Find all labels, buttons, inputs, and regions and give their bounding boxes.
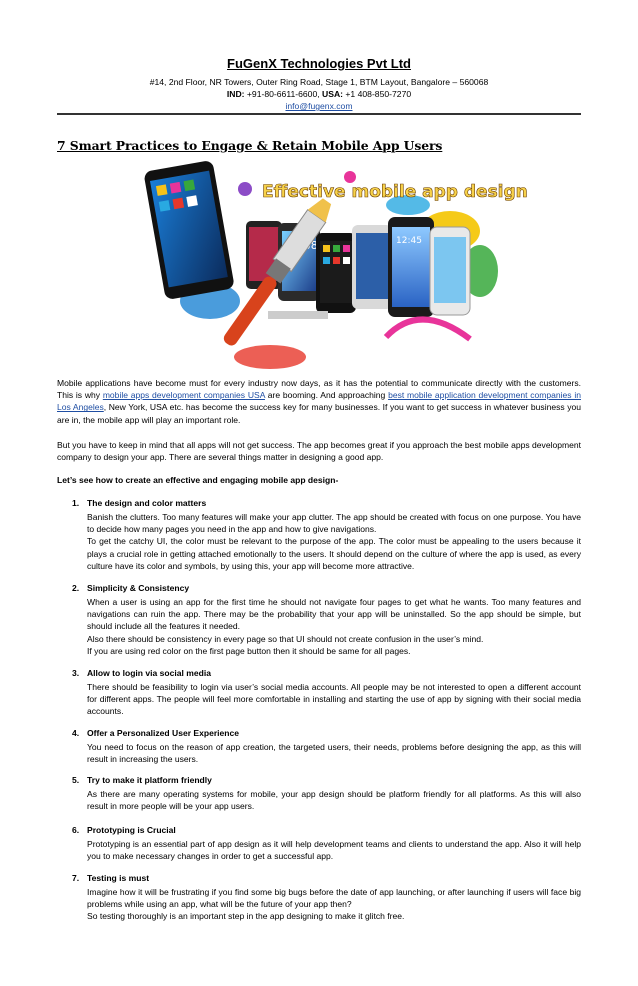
section-body — [87, 838, 581, 862]
intro-paragraph-1 — [57, 377, 581, 426]
section-lead: Let’s see how to create an effective and engaging mobile app design- — [57, 475, 339, 485]
section-title: Simplicity & Consistency — [87, 583, 190, 593]
section-paragraph: As there are many operating systems for mobile, your app design should be platform friendly for all platforms. As this will also result in more people will be your app users. — [87, 789, 581, 812]
section-paragraph: Imagine how it will be frustrating if you find some big bugs before the date of app launching, or after launching if users will face big problems while using an app, what will be the future of your app then? — [87, 887, 581, 910]
section-paragraph: So testing thoroughly is an important step in the app designing to make it glitch free. — [87, 911, 405, 922]
section-paragraph: You need to focus on the reason of app creation, the targeted users, their needs, problems before designing the app, as this will result in increasing the users. — [87, 742, 581, 765]
section-body — [87, 596, 581, 657]
hero-image — [150, 161, 528, 369]
section-paragraph: There should be feasibility to login via user’s social media accounts. All people may be not interested to open a different account for different apps. The people will feel more comfortable in installing and starting the use of app by signing with their social media accounts. — [87, 682, 581, 717]
link-best-mobile-la[interactable]: best mobile application development companies in Los Angeles — [57, 390, 581, 413]
section-body — [87, 741, 581, 765]
section-number: 6. — [72, 825, 80, 835]
section-number: 4. — [72, 728, 80, 738]
section-paragraph: Prototyping is an essential part of app design as it will help development teams and clients to understand the app. Also it will help you to make necessary changes in order to get a successful app. — [87, 839, 581, 862]
intro-paragraph-2: But you have to keep in mind that all apps will not get success. The app becomes great if you approach the best mobile apps development company to design your app. There are several things matter in designing a good app. — [57, 440, 581, 463]
usa-label: USA: — [322, 89, 344, 99]
company-name: FuGenX Technologies Pvt Ltd — [227, 56, 411, 71]
intro-text-1b: are booming. And approaching — [264, 390, 389, 401]
section-paragraph: Also there should be consistency in every page so that UI should not create confusion in the user’s mind. — [87, 633, 484, 644]
company-phones — [0, 89, 638, 99]
intro-text-1a: Mobile applications have become must for every industry now days, as it has the potential to communicate directly with the customers. This is why — [57, 378, 581, 401]
section-number: 5. — [72, 775, 80, 785]
hero-banner-text: Effective mobile app design — [262, 182, 528, 202]
section-paragraph: If you are using red color on the first page button then it should be same for all pages. — [87, 645, 411, 656]
section-body — [87, 511, 581, 572]
section-body — [87, 886, 581, 923]
link-mobile-apps-usa[interactable]: mobile apps development companies USA — [102, 390, 265, 401]
section-paragraph: To get the catchy UI, the color must be relevant to the purpose of the app. The color must be appealing to the users because it plays a crucial role in getting attached emotionally to the users. It should depend on the culture of where the app is used, as every culture have its color and symbols, by using this, your app will become more attractive. — [87, 536, 581, 571]
section-title: Try to make it platform friendly — [87, 775, 212, 785]
usa-phone: +1 408-850-7270 — [343, 89, 412, 99]
section-title: Testing is must — [87, 873, 150, 883]
section-title: Allow to login via social media — [87, 668, 211, 678]
company-address: #14, 2nd Floor, NR Towers, Outer Ring Road, Stage 1, BTM Layout, Bangalore – 560068 — [149, 77, 489, 87]
hero-illustration — [150, 161, 528, 369]
section-number: 7. — [72, 873, 80, 883]
intro-text-1c: , New York, USA etc. has become the success key for many businesses. If you want to get success in whatever business you are in, the mobile app will play an important role. — [57, 402, 581, 425]
section-number: 3. — [72, 668, 80, 678]
section-number: 2. — [72, 583, 80, 593]
section-paragraph: When a user is using an app for the first time he should not navigate four pages to get what he wants. Too many features and navigations can ruin the app. There may be the probability that your app will be uninstalled. So the app should be simple, but should include all the features it needed. — [87, 597, 581, 632]
section-number: 1. — [72, 498, 80, 508]
article-title: 7 Smart Practices to Engage & Retain Mobile App Users — [57, 138, 443, 153]
section-title: The design and color matters — [87, 498, 207, 508]
ind-label: IND: — [226, 89, 245, 99]
company-email-link[interactable]: info@fugenx.com — [285, 101, 353, 111]
ind-phone: +91-80-6611-6600, — [244, 89, 323, 99]
header-divider — [57, 113, 581, 115]
section-body — [87, 681, 581, 718]
section-title: Prototyping is Crucial — [87, 825, 176, 835]
section-paragraph: Banish the clutters. Too many features will make your app clutter. The app should be created with focus on one purpose. You have to decide how many pages you need in the app and how to give navigations. — [87, 512, 581, 535]
phone-clock-2: 12:45 — [396, 236, 422, 246]
section-title: Offer a Personalized User Experience — [87, 728, 240, 738]
section-body — [87, 788, 581, 812]
